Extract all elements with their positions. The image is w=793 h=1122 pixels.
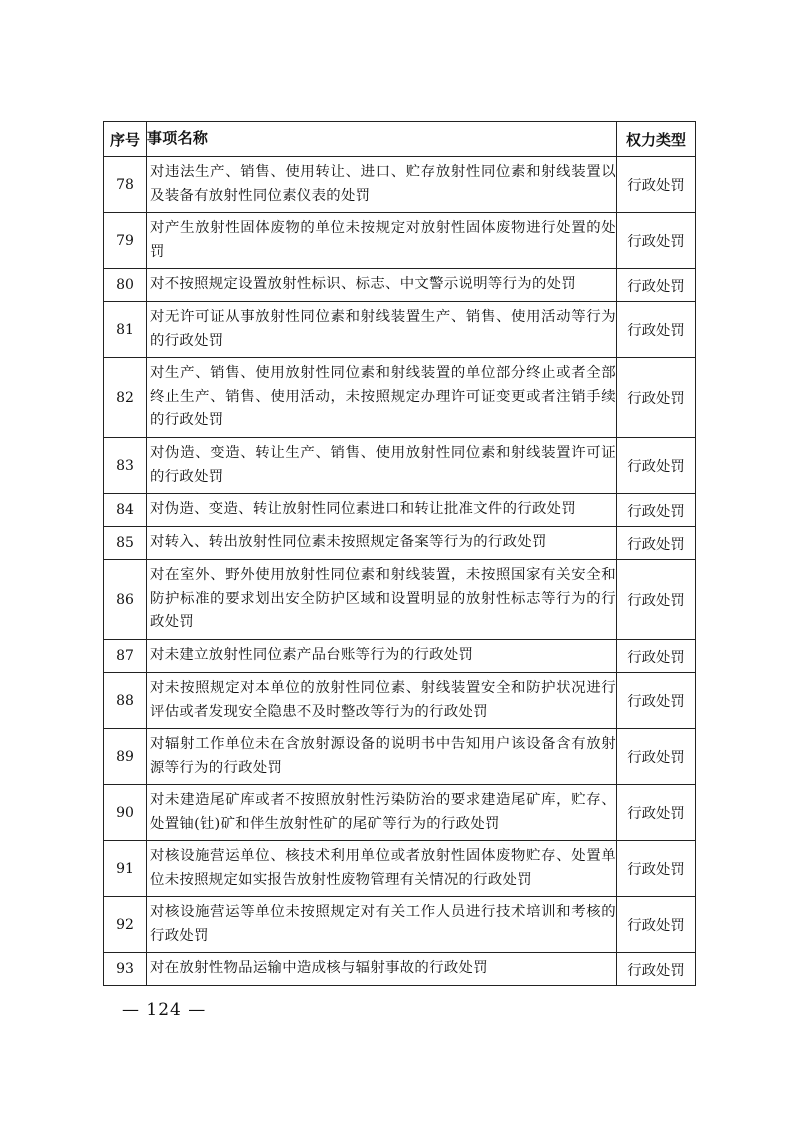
row-item-name: 对生产、销售、使用放射性同位素和射线装置的单位部分终止或者全部终止生产、销售、使用活动，未按照规定办理许可证变更或者注销手续的行政处罚 <box>147 358 617 438</box>
row-power-type: 行政处罚 <box>617 213 696 269</box>
row-serial-number: 83 <box>104 438 147 494</box>
table-row <box>104 213 696 269</box>
table-header-row <box>104 122 696 157</box>
table-row <box>104 953 696 986</box>
row-item-name: 对违法生产、销售、使用转让、进口、贮存放射性同位素和射线装置以及装备有放射性同位素仪表的处罚 <box>147 157 617 213</box>
row-item-name: 对未按照规定对本单位的放射性同位素、射线装置安全和防护状况进行评估或者发现安全隐患不及时整改等行为的行政处罚 <box>147 673 617 729</box>
table-row <box>104 302 696 358</box>
table-row <box>104 729 696 785</box>
row-item-name: 对无许可证从事放射性同位素和射线装置生产、销售、使用活动等行为的行政处罚 <box>147 302 617 358</box>
header-serial-number: 序号 <box>104 122 147 157</box>
row-item-name: 对辐射工作单位未在含放射源设备的说明书中告知用户该设备含有放射源等行为的行政处罚 <box>147 729 617 785</box>
row-item-name: 对不按照规定设置放射性标识、标志、中文警示说明等行为的处罚 <box>147 269 617 302</box>
page-number: — 124 — <box>122 1000 207 1020</box>
row-power-type: 行政处罚 <box>617 302 696 358</box>
row-power-type: 行政处罚 <box>617 438 696 494</box>
row-power-type: 行政处罚 <box>617 673 696 729</box>
table-row <box>104 358 696 438</box>
row-power-type: 行政处罚 <box>617 640 696 673</box>
row-power-type: 行政处罚 <box>617 527 696 560</box>
table-row <box>104 897 696 953</box>
row-power-type: 行政处罚 <box>617 560 696 640</box>
header-item-name: 事项名称 <box>147 122 617 157</box>
row-item-name: 对核设施营运等单位未按照规定对有关工作人员进行技术培训和考核的行政处罚 <box>147 897 617 953</box>
row-serial-number: 92 <box>104 897 147 953</box>
row-power-type: 行政处罚 <box>617 729 696 785</box>
row-item-name: 对在室外、野外使用放射性同位素和射线装置，未按照国家有关安全和防护标准的要求划出安全防护区域和设置明显的放射性标志等行为的行政处罚 <box>147 560 617 640</box>
table-row <box>104 438 696 494</box>
row-serial-number: 91 <box>104 841 147 897</box>
table-row <box>104 841 696 897</box>
row-power-type: 行政处罚 <box>617 358 696 438</box>
row-item-name: 对未建立放射性同位素产品台账等行为的行政处罚 <box>147 640 617 673</box>
row-serial-number: 90 <box>104 785 147 841</box>
row-serial-number: 84 <box>104 494 147 527</box>
table-row <box>104 785 696 841</box>
row-serial-number: 89 <box>104 729 147 785</box>
row-item-name: 对伪造、变造、转让生产、销售、使用放射性同位素和射线装置许可证的行政处罚 <box>147 438 617 494</box>
row-serial-number: 87 <box>104 640 147 673</box>
row-serial-number: 85 <box>104 527 147 560</box>
table-row <box>104 640 696 673</box>
row-serial-number: 93 <box>104 953 147 986</box>
row-serial-number: 86 <box>104 560 147 640</box>
power-list-table <box>103 121 696 986</box>
row-serial-number: 82 <box>104 358 147 438</box>
table-row <box>104 269 696 302</box>
row-power-type: 行政处罚 <box>617 953 696 986</box>
row-serial-number: 80 <box>104 269 147 302</box>
row-item-name: 对核设施营运单位、核技术利用单位或者放射性固体废物贮存、处置单位未按照规定如实报告放射性废物管理有关情况的行政处罚 <box>147 841 617 897</box>
row-power-type: 行政处罚 <box>617 269 696 302</box>
row-power-type: 行政处罚 <box>617 841 696 897</box>
row-serial-number: 79 <box>104 213 147 269</box>
row-power-type: 行政处罚 <box>617 897 696 953</box>
row-item-name: 对未建造尾矿库或者不按照放射性污染防治的要求建造尾矿库，贮存、处置铀(钍)矿和伴生放射性矿的尾矿等行为的行政处罚 <box>147 785 617 841</box>
row-power-type: 行政处罚 <box>617 785 696 841</box>
row-item-name: 对在放射性物品运输中造成核与辐射事故的行政处罚 <box>147 953 617 986</box>
table-row <box>104 527 696 560</box>
row-power-type: 行政处罚 <box>617 157 696 213</box>
table-row <box>104 157 696 213</box>
row-item-name: 对伪造、变造、转让放射性同位素进口和转让批准文件的行政处罚 <box>147 494 617 527</box>
table-row <box>104 494 696 527</box>
row-serial-number: 78 <box>104 157 147 213</box>
header-power-type: 权力类型 <box>617 122 696 157</box>
table-row <box>104 560 696 640</box>
row-power-type: 行政处罚 <box>617 494 696 527</box>
table-row <box>104 673 696 729</box>
row-serial-number: 88 <box>104 673 147 729</box>
row-serial-number: 81 <box>104 302 147 358</box>
row-item-name: 对转入、转出放射性同位素未按照规定备案等行为的行政处罚 <box>147 527 617 560</box>
row-item-name: 对产生放射性固体废物的单位未按规定对放射性固体废物进行处置的处罚 <box>147 213 617 269</box>
